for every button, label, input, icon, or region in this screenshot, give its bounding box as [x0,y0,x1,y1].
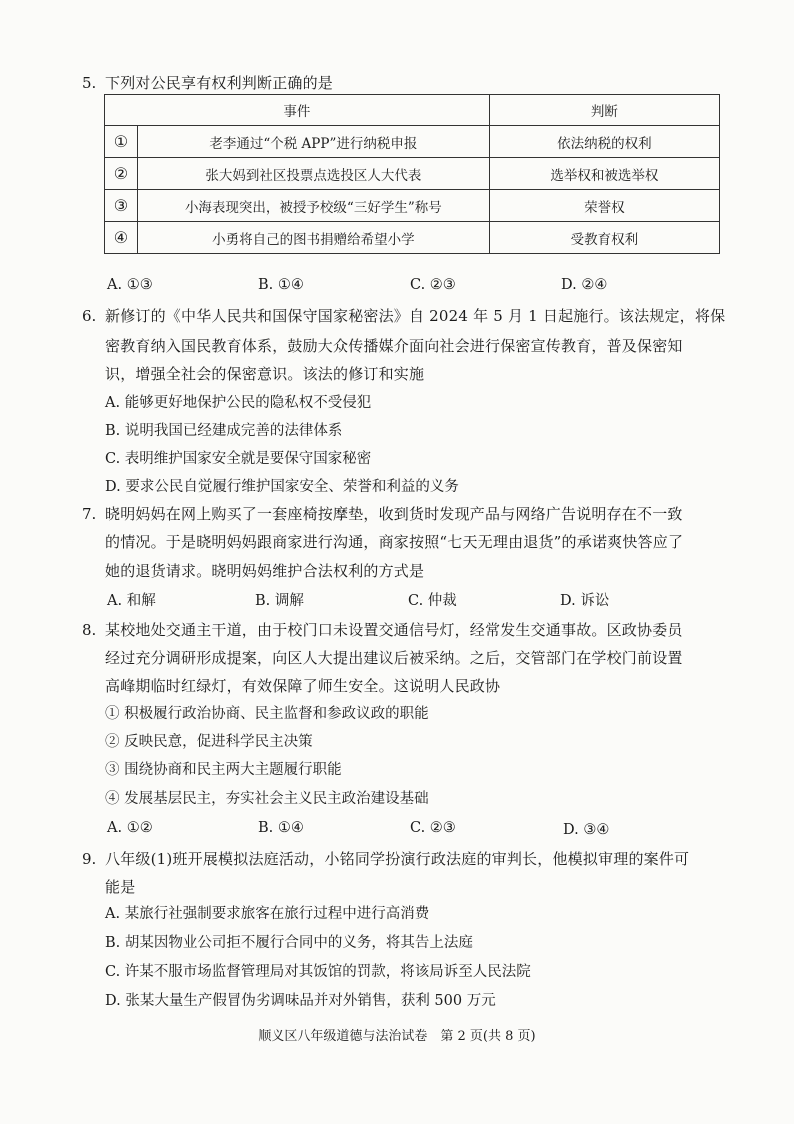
table-header-row [105,95,720,126]
question-7-number: 7. [82,505,97,523]
q9-option-b[interactable]: B. 胡某因物业公司拒不履行合同中的义务，将其告上法庭 [105,935,473,951]
q7-option-c[interactable]: C. 仲裁 [408,593,457,609]
page-footer: 顺义区八年级道德与法治试卷 第 2 页(共 8 页) [258,1029,536,1044]
question-6-line: 密教育纳入国民教育体系，鼓励大众传播媒介面向社会进行保密宣传教育，普及保密知 [105,337,683,355]
row-event: 小海表现突出，被授予校级“三好学生”称号 [137,190,489,222]
row-judgment: 荣誉权 [489,190,719,222]
q6-option-b[interactable]: B. 说明我国已经建成完善的法律体系 [105,423,343,439]
question-7-line: 晓明妈妈在网上购买了一套座椅按摩垫，收到货时发现产品与网络广告说明存在不一致 [105,505,683,523]
q8-statement: ③ 围绕协商和民主两大主题履行职能 [105,762,342,778]
question-8-number: 8. [82,621,97,639]
q5-option-a[interactable]: A. ①③ [107,277,153,293]
question-8-line: 经过充分调研形成提案，向区人大提出建议后被采纳。之后，交管部门在学校门前设置 [105,649,683,667]
row-number: ③ [105,190,138,222]
row-event: 老李通过“个税 APP”进行纳税申报 [137,126,489,158]
q9-option-a[interactable]: A. 某旅行社强制要求旅客在旅行过程中进行高消费 [105,906,430,922]
q9-option-d[interactable]: D. 张某大量生产假冒伪劣调味品并对外销售，获利 500 万元 [105,993,496,1009]
question-7-line: 的情况。于是晓明妈妈跟商家进行沟通，商家按照“七天无理由退货”的承诺爽快答应了 [105,533,684,551]
row-event: 小勇将自己的图书捐赠给希望小学 [137,222,489,254]
q8-statement: ④ 发展基层民主，夯实社会主义民主政治建设基础 [105,791,429,807]
question-9-number: 9. [82,850,97,868]
row-number: ① [105,126,138,158]
q5-option-c[interactable]: C. ②③ [410,277,456,293]
table-header-judgment: 判断 [489,95,719,126]
table-row [105,222,720,254]
q8-option-d[interactable]: D. ③④ [563,822,610,838]
q6-option-d[interactable]: D. 要求公民自觉履行维护国家安全、荣誉和利益的义务 [105,479,459,495]
table-header-event: 事件 [105,95,490,126]
q6-option-a[interactable]: A. 能够更好地保护公民的隐私权不受侵犯 [105,395,372,411]
question-7-line: 她的退货请求。晓明妈妈维护合法权利的方式是 [105,562,425,580]
q7-option-a[interactable]: A. 和解 [107,593,156,609]
question-6-number: 6. [82,307,97,325]
question-5-number: 5. [82,74,97,92]
question-6-line: 新修订的《中华人民共和国保守国家秘密法》自 2024 年 5 月 1 日起施行。该法规定，将保 [105,307,726,325]
question-5-table [104,94,720,254]
question-5-stem: 下列对公民享有权利判断正确的是 [105,74,334,92]
q8-statement: ② 反映民意，促进科学民主决策 [105,734,313,750]
q8-option-a[interactable]: A. ①② [107,820,153,836]
q8-option-b[interactable]: B. ①④ [258,820,304,836]
question-8-line: 高峰期临时红绿灯，有效保障了师生安全。这说明人民政协 [105,677,501,695]
q8-statement: ① 积极履行政治协商、民主监督和参政议政的职能 [105,706,429,722]
row-event: 张大妈到社区投票点选投区人大代表 [137,158,489,190]
q5-option-b[interactable]: B. ①④ [258,277,304,293]
question-8-line: 某校地处交通主干道，由于校门口未设置交通信号灯，经常发生交通事故。区政协委员 [105,621,683,639]
q9-option-c[interactable]: C. 许某不服市场监督管理局对其饭馆的罚款，将该局诉至人民法院 [105,964,531,980]
row-number: ② [105,158,138,190]
row-judgment: 选举权和被选举权 [489,158,719,190]
table-row [105,190,720,222]
table-row [105,126,720,158]
q7-option-b[interactable]: B. 调解 [255,593,304,609]
q7-option-d[interactable]: D. 诉讼 [560,593,610,609]
row-judgment: 依法纳税的权利 [489,126,719,158]
q5-option-d[interactable]: D. ②④ [561,277,608,293]
q8-option-c[interactable]: C. ②③ [410,820,456,836]
question-6-line: 识，增强全社会的保密意识。该法的修订和实施 [105,365,425,383]
table-row [105,158,720,190]
row-number: ④ [105,222,138,254]
question-9-line: 八年级(1)班开展模拟法庭活动，小铭同学扮演行政法庭的审判长，他模拟审理的案件可 [105,850,690,868]
q6-option-c[interactable]: C. 表明维护国家安全就是要保守国家秘密 [105,451,372,467]
question-9-line: 能是 [105,878,136,896]
row-judgment: 受教育权利 [489,222,719,254]
